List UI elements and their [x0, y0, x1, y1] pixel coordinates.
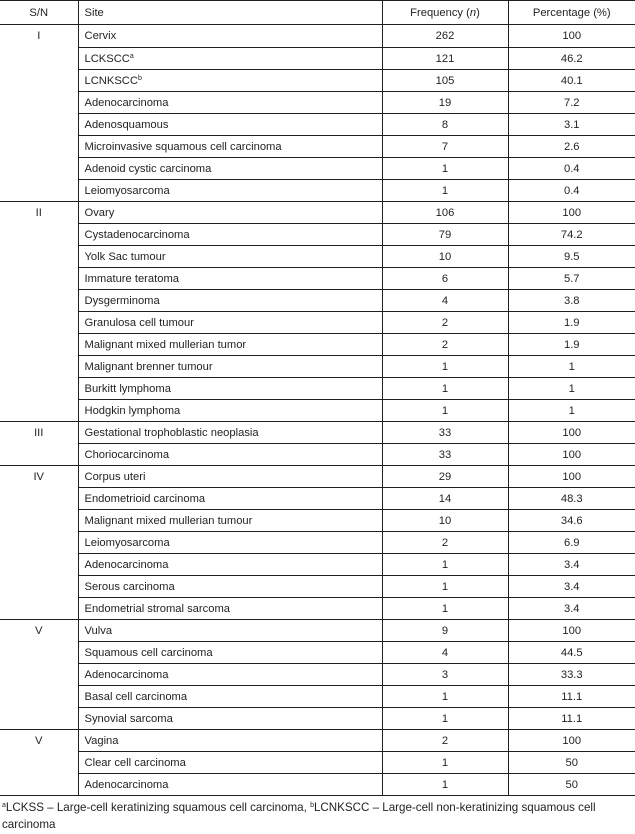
sn-cell	[0, 312, 78, 334]
percentage-cell: 100	[508, 25, 635, 48]
table-row	[0, 664, 635, 686]
sn-cell	[0, 400, 78, 422]
site-name: Malignant mixed mullerian tumour	[84, 514, 253, 527]
table-row	[0, 466, 635, 488]
percentage-cell: 100	[508, 466, 635, 488]
frequency-cell: 4	[382, 290, 508, 312]
sn-cell	[0, 686, 78, 708]
frequency-cell: 33	[382, 444, 508, 466]
site-cell	[78, 444, 382, 466]
percentage-cell: 9.5	[508, 246, 635, 268]
site-name: Cervix	[84, 30, 117, 42]
site-cell	[78, 48, 382, 70]
sn-cell	[0, 92, 78, 114]
site-cell	[78, 510, 382, 532]
site-name: Endometrial stromal sarcoma	[84, 602, 230, 615]
sn-cell	[0, 708, 78, 730]
table-row	[0, 246, 635, 268]
footnote-marker: b	[137, 74, 142, 82]
table-row	[0, 730, 635, 752]
site-name: Malignant brenner tumour	[84, 360, 213, 373]
table-row	[0, 356, 635, 378]
frequency-cell: 1	[382, 554, 508, 576]
header-frequency	[382, 1, 508, 25]
frequency-cell: 1	[382, 774, 508, 796]
table-row	[0, 312, 635, 334]
frequency-cell: 1	[382, 180, 508, 202]
site-cell	[78, 554, 382, 576]
sn-cell	[0, 774, 78, 796]
site-cell	[78, 224, 382, 246]
site-cell	[78, 92, 382, 114]
sn-cell	[0, 664, 78, 686]
site-name: Vulva	[84, 624, 113, 637]
percentage-cell: 100	[508, 202, 635, 224]
site-cell	[78, 180, 382, 202]
frequency-cell: 1	[382, 378, 508, 400]
table-row	[0, 114, 635, 136]
site-name: Leiomyosarcoma	[84, 184, 170, 197]
site-cell	[78, 268, 382, 290]
frequency-cell: 19	[382, 92, 508, 114]
table-body	[0, 25, 635, 796]
table-row	[0, 48, 635, 70]
sn-cell	[0, 532, 78, 554]
frequency-cell: 1	[382, 576, 508, 598]
percentage-cell: 50	[508, 752, 635, 774]
site-name: Choriocarcinoma	[84, 448, 170, 461]
footnote-a-text: LCKSS – Large-cell keratinizing squamous cell carcinoma,	[5, 801, 311, 814]
frequency-cell: 1	[382, 400, 508, 422]
frequency-cell: 121	[382, 48, 508, 70]
sn-cell	[0, 554, 78, 576]
sn-cell	[0, 444, 78, 466]
sn-cell: II	[0, 202, 78, 224]
sn-cell	[0, 752, 78, 774]
frequency-cell: 2	[382, 532, 508, 554]
sn-cell: I	[0, 25, 78, 48]
frequency-cell: 10	[382, 510, 508, 532]
frequency-cell: 1	[382, 708, 508, 730]
header-percentage: Percentage (%)	[532, 6, 611, 19]
site-name: Adenocarcinoma	[84, 778, 169, 791]
table-row	[0, 180, 635, 202]
site-cell	[78, 532, 382, 554]
site-name: Vagina	[84, 734, 119, 747]
frequency-cell: 1	[382, 752, 508, 774]
site-cell	[78, 708, 382, 730]
table-row	[0, 202, 635, 224]
percentage-cell: 34.6	[508, 510, 635, 532]
percentage-cell: 1	[508, 378, 635, 400]
site-cell	[78, 598, 382, 620]
table-row	[0, 576, 635, 598]
site-cell	[78, 686, 382, 708]
site-cell	[78, 774, 382, 796]
frequency-cell: 7	[382, 136, 508, 158]
percentage-cell: 100	[508, 444, 635, 466]
site-cell	[78, 466, 382, 488]
site-cell	[78, 356, 382, 378]
table-row	[0, 620, 635, 642]
footnote-b-mark: b	[310, 802, 314, 809]
site-cell	[78, 290, 382, 312]
percentage-cell: 44.5	[508, 642, 635, 664]
percentage-cell: 40.1	[508, 70, 635, 92]
table-row	[0, 642, 635, 664]
sn-cell	[0, 334, 78, 356]
site-name: LCKSCC	[84, 52, 130, 65]
table-row	[0, 598, 635, 620]
site-cell	[78, 642, 382, 664]
frequency-cell: 29	[382, 466, 508, 488]
site-name: Gestational trophoblastic neoplasia	[84, 426, 259, 439]
sn-cell	[0, 488, 78, 510]
site-cell	[78, 114, 382, 136]
table-row	[0, 752, 635, 774]
percentage-cell: 6.9	[508, 532, 635, 554]
site-name: Burkitt lymphoma	[84, 382, 171, 395]
frequency-cell: 106	[382, 202, 508, 224]
percentage-cell: 1	[508, 400, 635, 422]
sn-cell	[0, 114, 78, 136]
site-name: Microinvasive squamous cell carcinoma	[84, 140, 282, 153]
site-cell	[78, 664, 382, 686]
table-row	[0, 70, 635, 92]
percentage-cell: 1	[508, 356, 635, 378]
table-row	[0, 136, 635, 158]
site-cell	[78, 25, 382, 48]
frequency-cell: 9	[382, 620, 508, 642]
table-header	[0, 1, 635, 25]
percentage-cell: 0.4	[508, 180, 635, 202]
percentage-cell: 46.2	[508, 48, 635, 70]
table-row	[0, 774, 635, 796]
table-row	[0, 290, 635, 312]
sn-cell	[0, 136, 78, 158]
footnote-marker: a	[129, 52, 134, 60]
footnote-b-text: LCNKSCC – Large-cell non-keratinizing squamous cell carcinoma	[2, 801, 596, 831]
header-frequency-suffix: )	[476, 6, 480, 19]
site-name: Squamous cell carcinoma	[84, 646, 213, 659]
sn-cell: V	[0, 730, 78, 752]
percentage-cell: 100	[508, 620, 635, 642]
site-name: Synovial sarcoma	[84, 712, 173, 725]
frequency-cell: 6	[382, 268, 508, 290]
percentage-cell: 5.7	[508, 268, 635, 290]
sn-cell: III	[0, 422, 78, 444]
site-name: Adenoid cystic carcinoma	[84, 162, 212, 175]
percentage-cell: 1.9	[508, 334, 635, 356]
site-name: Immature teratoma	[84, 272, 180, 285]
table-row	[0, 554, 635, 576]
frequency-cell: 2	[382, 730, 508, 752]
sn-cell	[0, 642, 78, 664]
table-row	[0, 224, 635, 246]
percentage-cell: 0.4	[508, 158, 635, 180]
frequency-cell: 1	[382, 598, 508, 620]
site-cell	[78, 576, 382, 598]
site-cell	[78, 378, 382, 400]
frequency-cell: 3	[382, 664, 508, 686]
site-name: Malignant mixed mullerian tumor	[84, 338, 247, 351]
site-name: Serous carcinoma	[84, 580, 175, 593]
site-cell	[78, 70, 382, 92]
sn-cell	[0, 510, 78, 532]
sn-cell	[0, 48, 78, 70]
site-name: Cystadenocarcinoma	[84, 228, 190, 241]
header-row	[0, 1, 635, 25]
table-row	[0, 378, 635, 400]
site-name: LCNKSCC	[84, 74, 138, 87]
frequency-cell: 1	[382, 356, 508, 378]
site-cell	[78, 752, 382, 774]
table-row	[0, 422, 635, 444]
site-name: Leiomyosarcoma	[84, 536, 170, 549]
sn-cell	[0, 180, 78, 202]
site-name: Ovary	[84, 206, 115, 219]
site-cell	[78, 400, 382, 422]
header-frequency-var: n	[469, 6, 477, 19]
percentage-cell: 1.9	[508, 312, 635, 334]
table-row	[0, 444, 635, 466]
sn-cell	[0, 378, 78, 400]
sn-cell	[0, 268, 78, 290]
table-row	[0, 268, 635, 290]
percentage-cell: 100	[508, 730, 635, 752]
table-row	[0, 488, 635, 510]
table-row	[0, 708, 635, 730]
percentage-cell: 100	[508, 422, 635, 444]
percentage-cell: 11.1	[508, 708, 635, 730]
sn-cell	[0, 356, 78, 378]
table-row	[0, 510, 635, 532]
header-sn: S/N	[0, 1, 78, 25]
site-name: Hodgkin lymphoma	[84, 404, 181, 417]
frequency-cell: 79	[382, 224, 508, 246]
frequency-cell: 1	[382, 686, 508, 708]
frequency-cell: 4	[382, 642, 508, 664]
sn-cell: V	[0, 620, 78, 642]
header-frequency-prefix: Frequency (	[410, 6, 470, 19]
table-row	[0, 686, 635, 708]
site-name: Adenocarcinoma	[84, 558, 169, 571]
frequency-cell: 2	[382, 334, 508, 356]
percentage-cell: 3.1	[508, 114, 635, 136]
frequency-cell: 10	[382, 246, 508, 268]
percentage-cell: 33.3	[508, 664, 635, 686]
site-cell	[78, 422, 382, 444]
sn-cell	[0, 158, 78, 180]
percentage-cell: 3.4	[508, 598, 635, 620]
percentage-cell: 2.6	[508, 136, 635, 158]
percentage-cell: 7.2	[508, 92, 635, 114]
sn-cell	[0, 70, 78, 92]
site-name: Corpus uteri	[84, 470, 146, 483]
percentage-cell: 48.3	[508, 488, 635, 510]
sn-cell	[0, 246, 78, 268]
table-row	[0, 334, 635, 356]
frequency-cell: 262	[382, 25, 508, 48]
sn-cell	[0, 290, 78, 312]
table-row	[0, 25, 635, 48]
site-name: Granulosa cell tumour	[84, 316, 194, 329]
sn-cell	[0, 576, 78, 598]
sn-cell	[0, 224, 78, 246]
sn-cell	[0, 598, 78, 620]
frequency-cell: 14	[382, 488, 508, 510]
site-cell	[78, 158, 382, 180]
percentage-cell: 3.4	[508, 554, 635, 576]
percentage-cell: 3.8	[508, 290, 635, 312]
table-row	[0, 158, 635, 180]
site-cell	[78, 334, 382, 356]
site-name: Clear cell carcinoma	[84, 756, 186, 769]
site-name: Endometrioid carcinoma	[84, 492, 206, 505]
table-row	[0, 92, 635, 114]
site-cell	[78, 730, 382, 752]
site-cell	[78, 488, 382, 510]
site-cell	[78, 312, 382, 334]
frequency-cell: 105	[382, 70, 508, 92]
site-cell	[78, 202, 382, 224]
site-name: Dysgerminoma	[84, 294, 160, 307]
site-name: Adenocarcinoma	[84, 668, 169, 681]
site-name: Adenosquamous	[84, 118, 169, 131]
frequency-cell: 8	[382, 114, 508, 136]
site-name: Basal cell carcinoma	[84, 690, 188, 703]
footnote-a-mark: a	[2, 802, 6, 809]
table-footnote	[2, 797, 632, 833]
site-cell	[78, 136, 382, 158]
header-site: Site	[78, 1, 382, 25]
table-row	[0, 532, 635, 554]
table-row	[0, 400, 635, 422]
percentage-cell: 3.4	[508, 576, 635, 598]
frequency-cell: 2	[382, 312, 508, 334]
percentage-cell: 50	[508, 774, 635, 796]
site-cell	[78, 246, 382, 268]
site-cell	[78, 620, 382, 642]
site-name: Adenocarcinoma	[84, 96, 169, 109]
percentage-cell: 11.1	[508, 686, 635, 708]
site-name: Yolk Sac tumour	[84, 250, 166, 263]
sn-cell: IV	[0, 466, 78, 488]
frequency-cell: 1	[382, 158, 508, 180]
frequency-cell: 33	[382, 422, 508, 444]
percentage-cell: 74.2	[508, 224, 635, 246]
